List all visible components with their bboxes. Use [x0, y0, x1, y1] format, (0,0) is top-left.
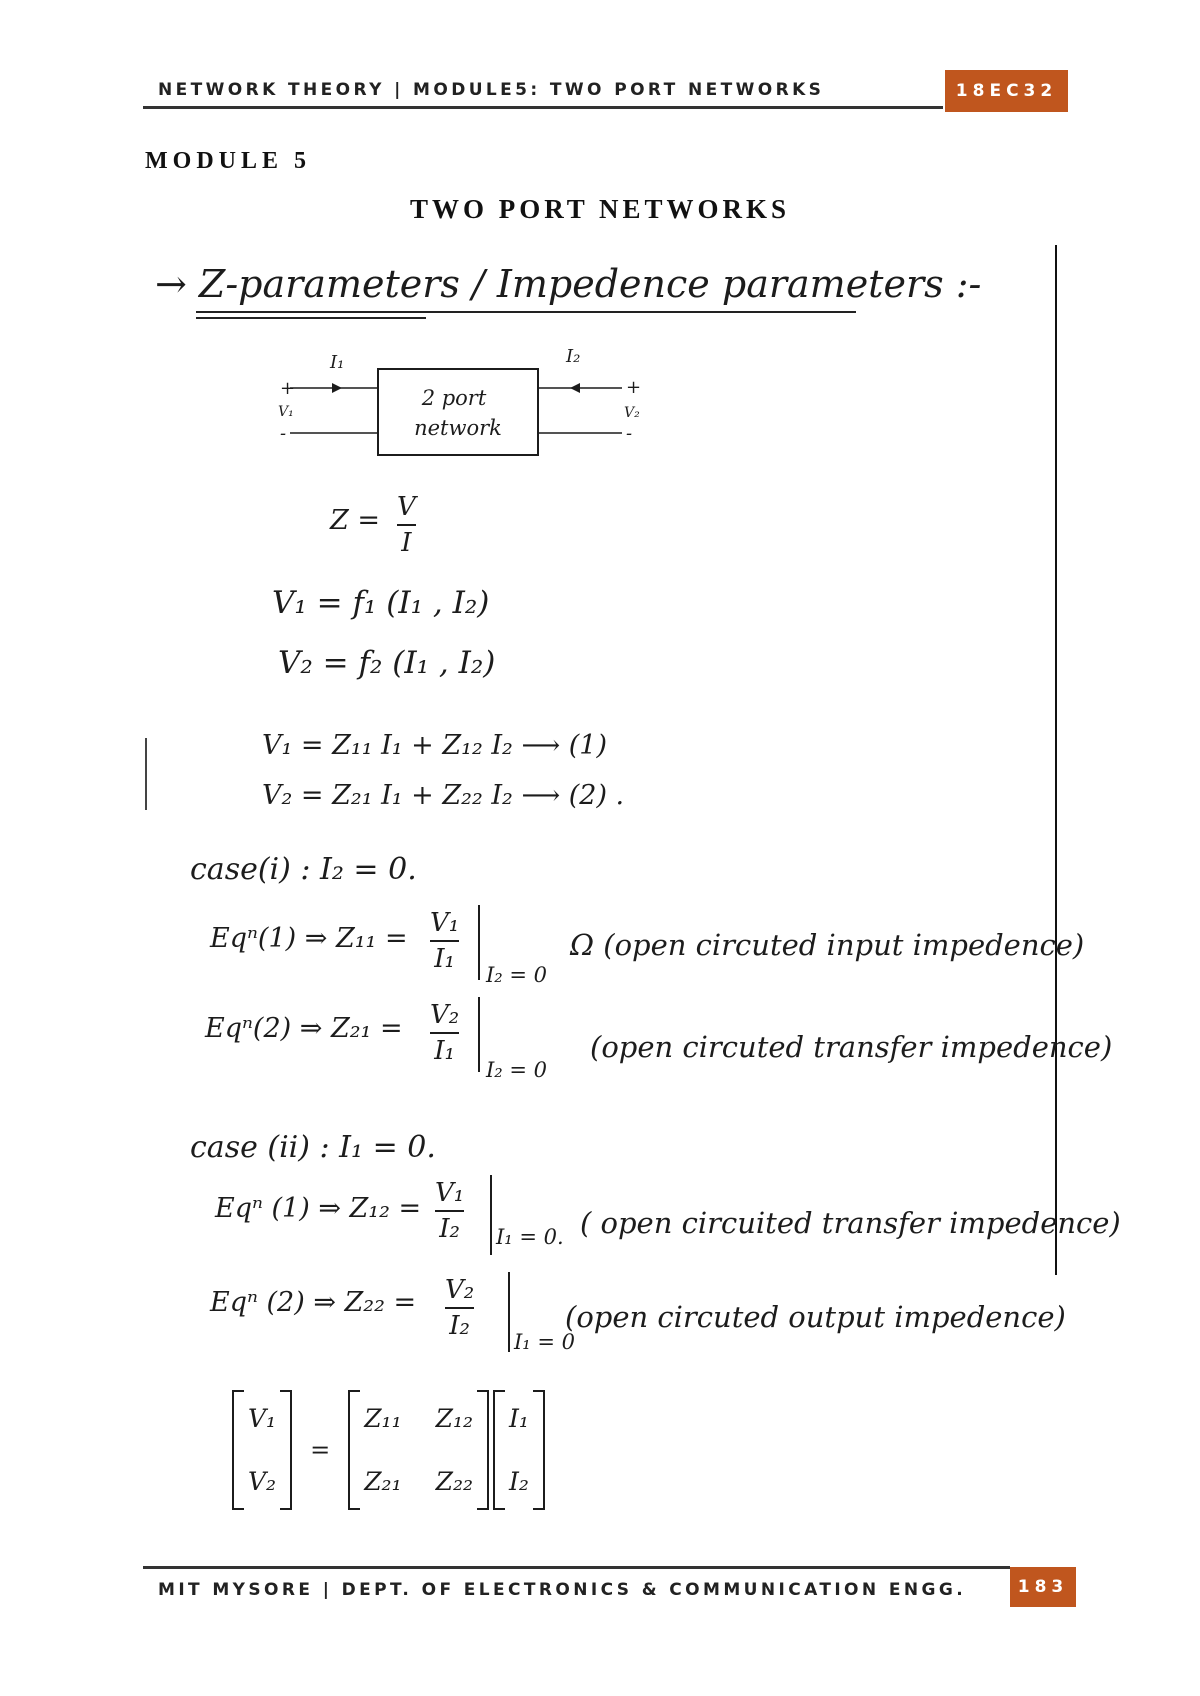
z-matrix-equation: [232, 1390, 545, 1510]
matrix-v1: V₁: [248, 1404, 277, 1433]
fraction-bar: [430, 940, 459, 942]
case2-eq2-note: (open circuted output impedence): [565, 1300, 1066, 1334]
case2-eq2-denominator: I₂: [449, 1311, 470, 1341]
i2-arrow-icon: [570, 383, 580, 393]
case2-eq1-lhs: Eqⁿ (1) ⇒ Z₁₂ =: [215, 1193, 422, 1224]
case1-eq2-fraction: [430, 1000, 459, 1066]
matrix-i1: I₁: [509, 1404, 529, 1433]
evaluation-bar: [478, 997, 480, 1072]
page-title: TWO PORT NETWORKS: [409, 194, 791, 224]
z-matrix: [348, 1390, 489, 1510]
fraction-bar: [397, 524, 416, 526]
port1-plus: +: [280, 378, 296, 399]
i1-arrow-icon: [332, 383, 342, 393]
voltage-vector: [232, 1390, 292, 1510]
i2-label: I₂: [566, 346, 581, 367]
port1-minus: -: [280, 423, 287, 444]
port2-plus: +: [626, 377, 642, 398]
heading-underline: [196, 311, 856, 313]
v1-label: V₁: [278, 404, 294, 420]
margin-line-right: [1055, 245, 1057, 1275]
z-def-denominator: I: [401, 528, 412, 558]
fraction-bar: [430, 1032, 459, 1034]
case2-eq1-numerator: V₁: [435, 1178, 465, 1208]
fraction-bar: [435, 1210, 464, 1212]
matrix-z11: Z₁₁: [364, 1404, 402, 1433]
header-rule: [143, 106, 943, 109]
footer-rule: [143, 1566, 1010, 1569]
matrix-z22: Z₂₂: [435, 1467, 474, 1496]
port2-minus: -: [626, 423, 633, 444]
footer-text: MIT MYSORE | DEPT. OF ELECTRONICS & COMMUNICATION ENGG.: [158, 1580, 967, 1600]
case1-eq1-numerator: V₁: [430, 908, 460, 938]
matrix-z12: Z₁₂: [435, 1404, 474, 1433]
evaluation-bar: [478, 905, 480, 980]
fraction-bar: [445, 1307, 474, 1309]
header-title: NETWORK THEORY | MODULE5: TWO PORT NETWORKS: [158, 80, 825, 100]
case2-eq1-note: ( open circuited transfer impedence): [580, 1206, 1121, 1240]
equation-1: V₁ = Z₁₁ I₁ + Z₁₂ I₂ ⟶ (1): [262, 730, 607, 761]
case2-eq2-lhs: Eqⁿ (2) ⇒ Z₂₂ =: [210, 1287, 417, 1318]
page-number-badge: 183: [1010, 1567, 1076, 1607]
course-code-badge: 18EC32: [945, 70, 1068, 112]
heading-underline-secondary: [196, 317, 426, 319]
v2-label: V₂: [624, 405, 640, 421]
current-vector: [493, 1390, 545, 1510]
case2-eq2-numerator: V₂: [445, 1275, 475, 1305]
case2-eq2-condition: I₁ = 0: [514, 1330, 576, 1354]
case1-eq1-note: Ω (open circuted input impedence): [570, 928, 1085, 962]
case-1-heading: case(i) : I₂ = 0.: [190, 852, 417, 887]
evaluation-bar: [490, 1175, 492, 1255]
equation-2: V₂ = Z₂₁ I₁ + Z₂₂ I₂ ⟶ (2) .: [262, 780, 625, 811]
z-def-lhs: Z =: [330, 505, 380, 536]
matrix-v2: V₂: [248, 1467, 277, 1496]
function-line-1: V₁ = f₁ (I₁ , I₂): [272, 585, 490, 621]
matrix-equals: =: [310, 1436, 331, 1464]
function-line-2: V₂ = f₂ (I₁ , I₂): [278, 645, 496, 681]
network-box: [378, 369, 538, 455]
case1-eq2-note: (open circuted transfer impedence): [590, 1030, 1113, 1064]
case1-eq2-lhs: Eqⁿ(2) ⇒ Z₂₁ =: [205, 1013, 403, 1044]
z-def-numerator: V: [397, 492, 416, 522]
case1-eq1-denominator: I₁: [434, 944, 455, 974]
margin-line-left: [145, 738, 147, 810]
case1-eq1-lhs: Eqⁿ(1) ⇒ Z₁₁ =: [210, 923, 408, 954]
z-def-fraction: [397, 492, 416, 558]
matrix-i2: I₂: [509, 1467, 529, 1496]
case2-eq1-fraction: [435, 1178, 464, 1244]
case1-eq2-denominator: I₁: [434, 1036, 455, 1066]
module-label: MODULE 5: [145, 148, 311, 174]
case2-eq2-fraction: [445, 1275, 474, 1341]
i1-label: I₁: [330, 352, 345, 373]
case2-eq1-denominator: I₂: [439, 1214, 460, 1244]
case1-eq2-numerator: V₂: [430, 1000, 460, 1030]
evaluation-bar: [508, 1272, 510, 1352]
case-2-heading: case (ii) : I₁ = 0.: [190, 1130, 436, 1165]
case1-eq1-condition: I₂ = 0: [486, 963, 548, 987]
case1-eq2-condition: I₂ = 0: [486, 1058, 548, 1082]
box-label-line1: 2 port: [421, 386, 487, 410]
case1-eq1-fraction: [430, 908, 459, 974]
section-heading: → Z-parameters / Impedence parameters :-: [155, 262, 982, 306]
box-label-line2: network: [414, 416, 502, 440]
case2-eq1-condition: I₁ = 0.: [496, 1225, 564, 1249]
matrix-z21: Z₂₁: [364, 1467, 402, 1496]
two-port-network-diagram: [270, 335, 650, 470]
